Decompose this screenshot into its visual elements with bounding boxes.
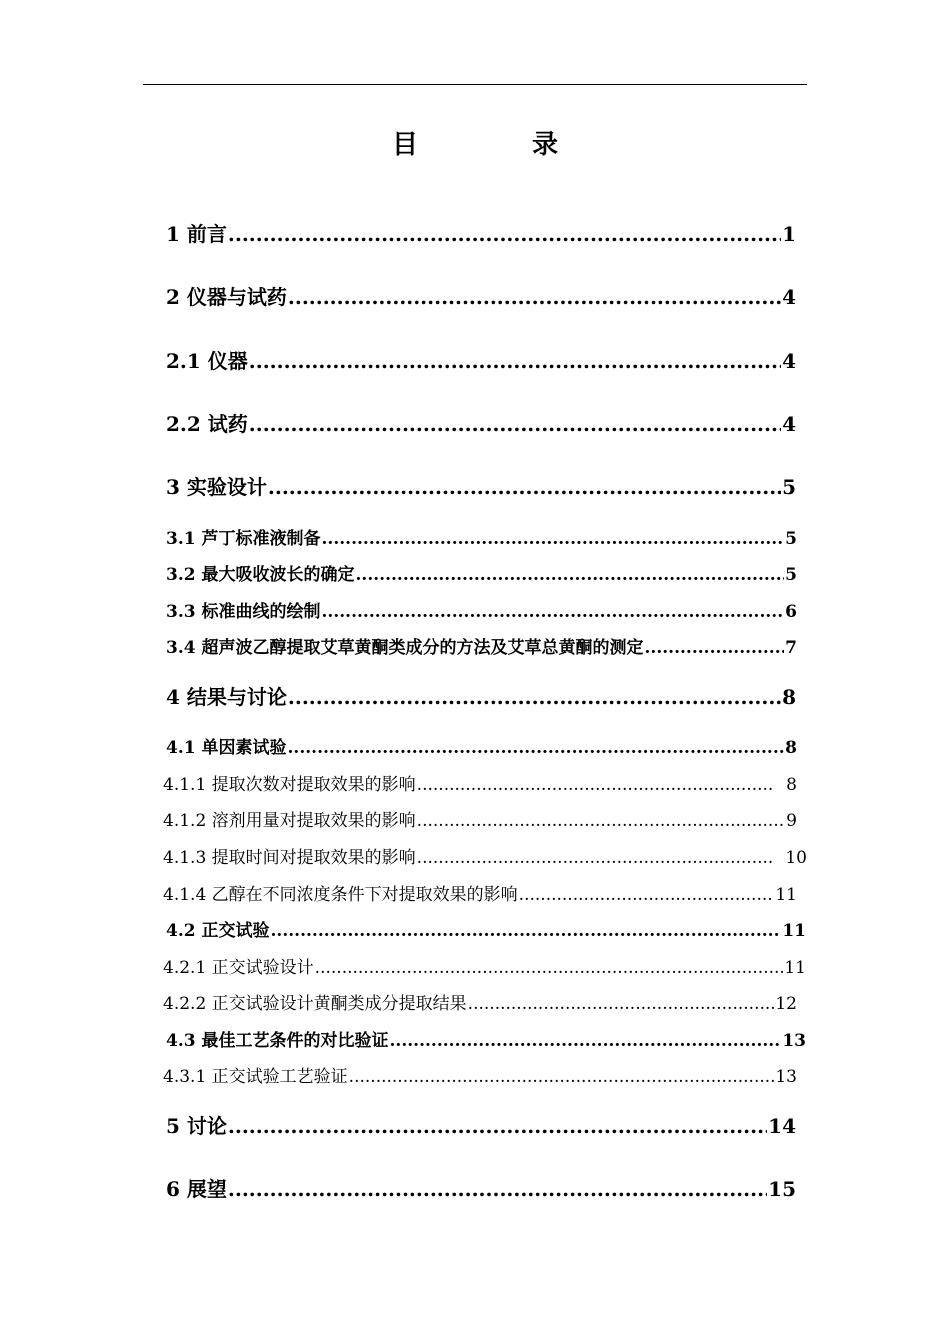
toc-entry-4-1[interactable] bbox=[166, 733, 797, 758]
dot-leader bbox=[249, 412, 781, 436]
toc-entry-label: 4.1.3 提取时间对提取效果的影响 bbox=[163, 848, 416, 868]
toc-entry-page: 8 bbox=[775, 775, 797, 795]
toc-entry-page: 10 bbox=[774, 848, 807, 868]
toc-entry-4-2-2[interactable] bbox=[163, 989, 797, 1014]
dot-leader bbox=[322, 529, 785, 549]
toc-entry-page: 1 bbox=[782, 222, 796, 246]
toc-entry-3[interactable] bbox=[166, 471, 796, 500]
dot-leader bbox=[268, 475, 781, 499]
toc-entry-page: 5 bbox=[785, 529, 797, 549]
toc-entry-label: 4.2.2 正交试验设计黄酮类成分提取结果 bbox=[163, 994, 467, 1014]
dot-leader bbox=[468, 994, 775, 1014]
toc-entry-page: 9 bbox=[786, 811, 797, 831]
toc-title: 目 录 bbox=[391, 130, 602, 160]
dot-leader bbox=[228, 1114, 767, 1138]
dot-leader bbox=[288, 738, 785, 758]
toc-entry-page: 4 bbox=[782, 412, 796, 436]
toc-entry-label: 5 讨论 bbox=[166, 1114, 227, 1138]
toc-entry-page: 4 bbox=[782, 285, 796, 309]
toc-entry-label: 4.1 单因素试验 bbox=[166, 738, 287, 758]
toc-entry-page: 14 bbox=[768, 1114, 796, 1138]
toc-entry-5[interactable] bbox=[166, 1110, 796, 1139]
toc-entry-3-4[interactable] bbox=[166, 633, 797, 658]
toc-entry-label: 2 仪器与试药 bbox=[166, 285, 287, 309]
dot-leader bbox=[390, 1031, 782, 1051]
dot-leader bbox=[228, 222, 781, 246]
toc-entry-label: 4.2 正交试验 bbox=[166, 921, 270, 941]
dot-leader bbox=[271, 921, 782, 941]
toc-entry-4-1-2[interactable] bbox=[163, 806, 797, 831]
dot-leader bbox=[356, 565, 785, 585]
toc-entry-3-1[interactable] bbox=[166, 524, 797, 549]
toc-entry-page: 7 bbox=[785, 638, 797, 658]
dot-leader bbox=[288, 685, 781, 709]
toc-entry-label: 4.1.4 乙醇在不同浓度条件下对提取效果的影响 bbox=[163, 885, 518, 905]
toc-entry-4-1-3[interactable] bbox=[163, 843, 807, 868]
toc-entry-page: 15 bbox=[768, 1177, 796, 1201]
toc-entry-label: 3.4 超声波乙醇提取艾草黄酮类成分的方法及艾草总黄酮的测定 bbox=[166, 638, 644, 658]
dot-leader bbox=[645, 638, 785, 658]
toc-entry-label: 4.1.2 溶剂用量对提取效果的影响 bbox=[163, 811, 416, 831]
toc-entry-2-1[interactable] bbox=[166, 345, 796, 374]
toc-entry-label: 4 结果与讨论 bbox=[166, 685, 287, 709]
toc-entry-page: 8 bbox=[785, 738, 797, 758]
toc-entry-page: 6 bbox=[785, 602, 797, 622]
toc-entry-label: 4.3 最佳工艺条件的对比验证 bbox=[166, 1031, 389, 1051]
header-rule bbox=[143, 84, 807, 85]
toc-entry-page: 4 bbox=[782, 349, 796, 373]
toc-entry-6[interactable] bbox=[166, 1173, 796, 1202]
toc-entry-4-1-1[interactable] bbox=[163, 770, 797, 795]
toc-entry-4-3-1[interactable] bbox=[163, 1062, 797, 1087]
toc-entry-2[interactable] bbox=[166, 281, 796, 310]
toc-entry-label: 2.1 仪器 bbox=[166, 349, 248, 373]
toc-entry-label: 1 前言 bbox=[166, 222, 227, 246]
toc-entry-page: 5 bbox=[782, 475, 796, 499]
toc-entry-3-2[interactable] bbox=[166, 560, 797, 585]
toc-entry-label: 4.2.1 正交试验设计 bbox=[163, 958, 314, 978]
dot-leader bbox=[417, 811, 786, 831]
toc-entry-4-2[interactable] bbox=[166, 916, 806, 941]
dot-leader bbox=[288, 285, 781, 309]
dot-leader bbox=[322, 602, 785, 622]
dot-leader bbox=[519, 885, 775, 905]
toc-entry-page: 13 bbox=[782, 1031, 806, 1051]
toc-entry-1[interactable] bbox=[166, 218, 796, 247]
dot-leader bbox=[417, 848, 774, 868]
toc-entry-page: 11 bbox=[775, 885, 797, 905]
toc-entry-2-2[interactable] bbox=[166, 408, 796, 437]
dot-leader bbox=[349, 1067, 775, 1087]
toc-entry-page: 11 bbox=[784, 958, 806, 978]
toc-entry-page: 13 bbox=[775, 1067, 797, 1087]
toc-entry-label: 6 展望 bbox=[166, 1177, 227, 1201]
dot-leader bbox=[417, 775, 775, 795]
toc-entry-label: 4.1.1 提取次数对提取效果的影响 bbox=[163, 775, 416, 795]
toc-entry-4[interactable] bbox=[166, 681, 796, 710]
toc-entry-page: 12 bbox=[775, 994, 797, 1014]
toc-entry-4-1-4[interactable] bbox=[163, 880, 797, 905]
toc-entry-page: 11 bbox=[782, 921, 806, 941]
toc-entry-page: 5 bbox=[785, 565, 797, 585]
toc-entry-4-2-1[interactable] bbox=[163, 953, 806, 978]
toc-entry-4-3[interactable] bbox=[166, 1026, 806, 1051]
dot-leader bbox=[249, 349, 781, 373]
toc-entry-label: 3.3 标准曲线的绘制 bbox=[166, 602, 321, 622]
dot-leader bbox=[315, 958, 784, 978]
toc-entry-label: 4.3.1 正交试验工艺验证 bbox=[163, 1067, 348, 1087]
toc-entry-3-3[interactable] bbox=[166, 597, 797, 622]
toc-entry-label: 2.2 试药 bbox=[166, 412, 248, 436]
dot-leader bbox=[228, 1177, 767, 1201]
toc-entry-label: 3.1 芦丁标准液制备 bbox=[166, 529, 321, 549]
toc-entry-label: 3.2 最大吸收波长的确定 bbox=[166, 565, 355, 585]
toc-entry-page: 8 bbox=[782, 685, 796, 709]
toc-entry-label: 3 实验设计 bbox=[166, 475, 267, 499]
